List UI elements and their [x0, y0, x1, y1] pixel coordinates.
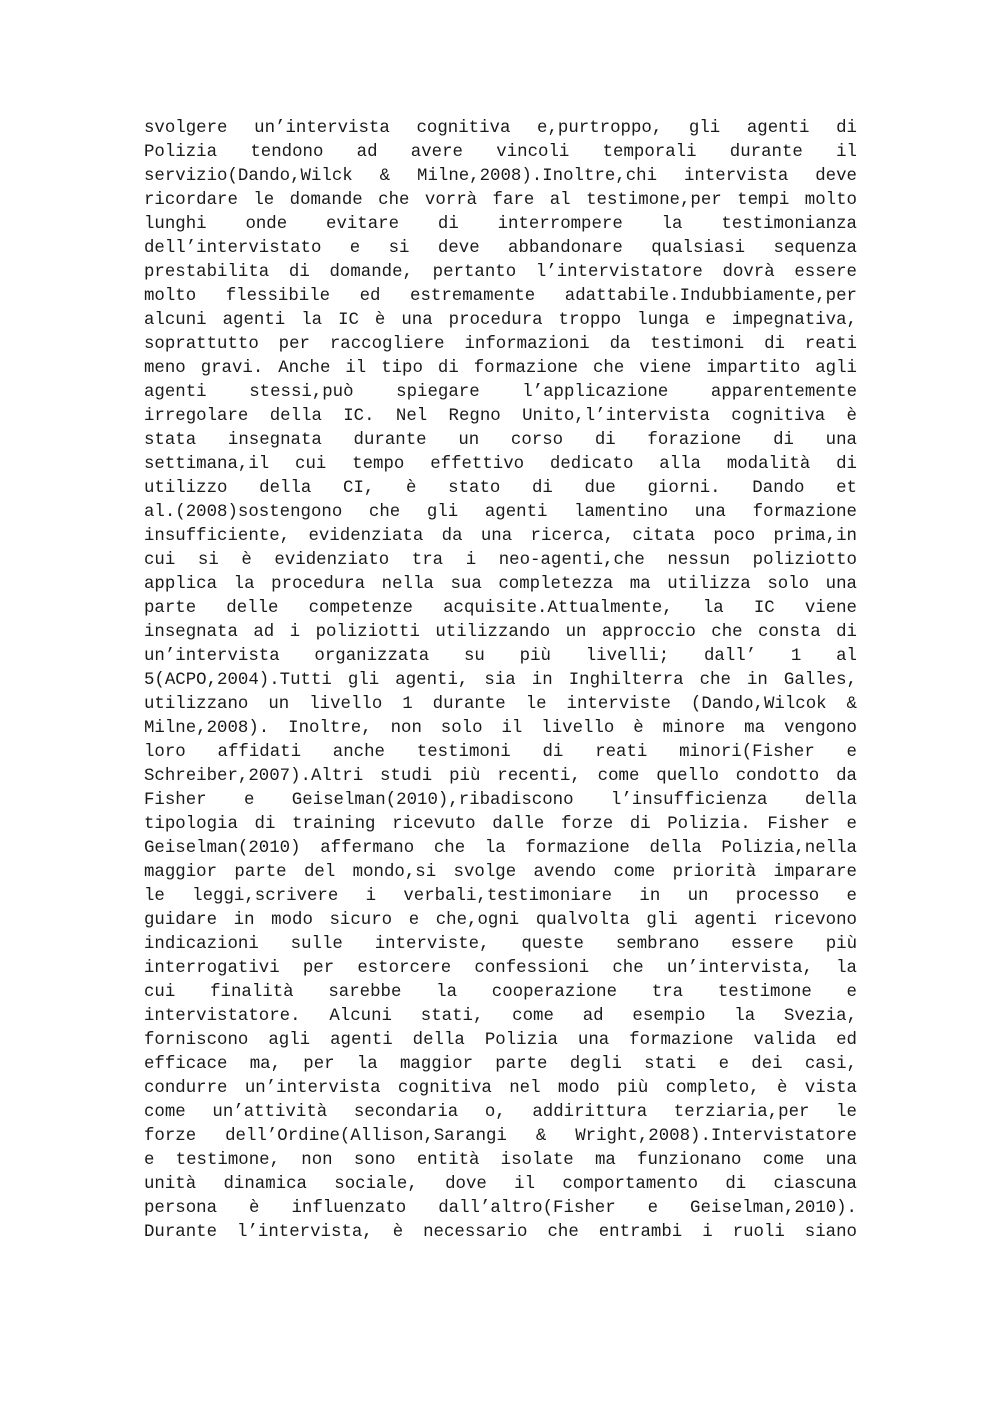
text-line: soprattutto per raccogliere informazioni da testimoni di reati	[144, 335, 857, 354]
text-line: Fisher e Geiselman(2010),ribadiscono l’insufficienza della	[144, 791, 857, 810]
text-line: meno gravi. Anche il tipo di formazione che viene impartito agli	[144, 359, 857, 378]
text-line: cui finalità sarebbe la cooperazione tra testimone e	[144, 983, 857, 1002]
text-line: svolgere un’intervista cognitiva e,purtroppo, gli agenti di	[144, 119, 857, 138]
text-line: insufficiente, evidenziata da una ricerca, citata poco prima,in	[144, 527, 857, 546]
text-line: efficace ma, per la maggior parte degli stati e dei casi,	[144, 1055, 857, 1074]
text-line: irregolare della IC. Nel Regno Unito,l’intervista cognitiva è	[144, 407, 857, 426]
text-line: alcuni agenti la IC è una procedura troppo lunga e impegnativa,	[144, 311, 857, 330]
text-line: al.(2008)sostengono che gli agenti lamentino una formazione	[144, 503, 857, 522]
text-line: settimana,il cui tempo effettivo dedicato alla modalità di	[144, 455, 857, 474]
text-line: tipologia di training ricevuto dalle forze di Polizia. Fisher e	[144, 815, 857, 834]
text-line: Polizia tendono ad avere vincoli temporali durante il	[144, 143, 857, 162]
text-line: forze dell’Ordine(Allison,Sarangi & Wright,2008).Intervistatore	[144, 1127, 857, 1146]
text-line: le leggi,scrivere i verbali,testimoniare in un processo e	[144, 887, 857, 906]
text-line: forniscono agli agenti della Polizia una formazione valida ed	[144, 1031, 857, 1050]
text-line: come un’attività secondaria o, addirittura terziaria,per le	[144, 1103, 857, 1122]
body-text	[144, 117, 857, 1245]
text-line: utilizzano un livello 1 durante le interviste (Dando,Wilcok &	[144, 695, 857, 714]
text-line: indicazioni sulle interviste, queste sembrano essere più	[144, 935, 857, 954]
text-line: servizio(Dando,Wilck & Milne,2008).Inoltre,chi intervista deve	[144, 167, 857, 186]
text-line: agenti stessi,può spiegare l’applicazione apparentemente	[144, 383, 857, 402]
text-line: loro affidati anche testimoni di reati minori(Fisher e	[144, 743, 857, 762]
text-line: prestabilita di domande, pertanto l’intervistatore dovrà essere	[144, 263, 857, 282]
text-line: interrogativi per estorcere confessioni che un’intervista, la	[144, 959, 857, 978]
text-line: un’intervista organizzata su più livelli; dall’ 1 al	[144, 647, 857, 666]
text-line: condurre un’intervista cognitiva nel modo più completo, è vista	[144, 1079, 857, 1098]
text-line: unità dinamica sociale, dove il comportamento di ciascuna	[144, 1175, 857, 1194]
text-line: persona è influenzato dall’altro(Fisher e Geiselman,2010).	[144, 1199, 857, 1218]
text-line: Milne,2008). Inoltre, non solo il livello è minore ma vengono	[144, 719, 857, 738]
text-line: Durante l’intervista, è necessario che entrambi i ruoli siano	[144, 1223, 857, 1242]
text-line: Schreiber,2007).Altri studi più recenti, come quello condotto da	[144, 767, 857, 786]
text-line: insegnata ad i poliziotti utilizzando un approccio che consta di	[144, 623, 857, 642]
text-line: stata insegnata durante un corso di forazione di una	[144, 431, 857, 450]
text-line: applica la procedura nella sua completezza ma utilizza solo una	[144, 575, 857, 594]
text-line: e testimone, non sono entità isolate ma funzionano come una	[144, 1151, 857, 1170]
text-line: dell’intervistato e si deve abbandonare qualsiasi sequenza	[144, 239, 857, 258]
text-line: lunghi onde evitare di interrompere la testimonianza	[144, 215, 857, 234]
text-line: cui si è evidenziato tra i neo-agenti,che nessun poliziotto	[144, 551, 857, 570]
text-line: utilizzo della CI, è stato di due giorni. Dando et	[144, 479, 857, 498]
text-line: molto flessibile ed estremamente adattabile.Indubbiamente,per	[144, 287, 857, 306]
text-line: intervistatore. Alcuni stati, come ad esempio la Svezia,	[144, 1007, 857, 1026]
text-line: 5(ACPO,2004).Tutti gli agenti, sia in Inghilterra che in Galles,	[144, 671, 857, 690]
text-line: ricordare le domande che vorrà fare al testimone,per tempi molto	[144, 191, 857, 210]
text-line: maggior parte del mondo,si svolge avendo come priorità imparare	[144, 863, 857, 882]
text-line: guidare in modo sicuro e che,ogni qualvolta gli agenti ricevono	[144, 911, 857, 930]
text-line: Geiselman(2010) affermano che la formazione della Polizia,nella	[144, 839, 857, 858]
text-line: parte delle competenze acquisite.Attualmente, la IC viene	[144, 599, 857, 618]
